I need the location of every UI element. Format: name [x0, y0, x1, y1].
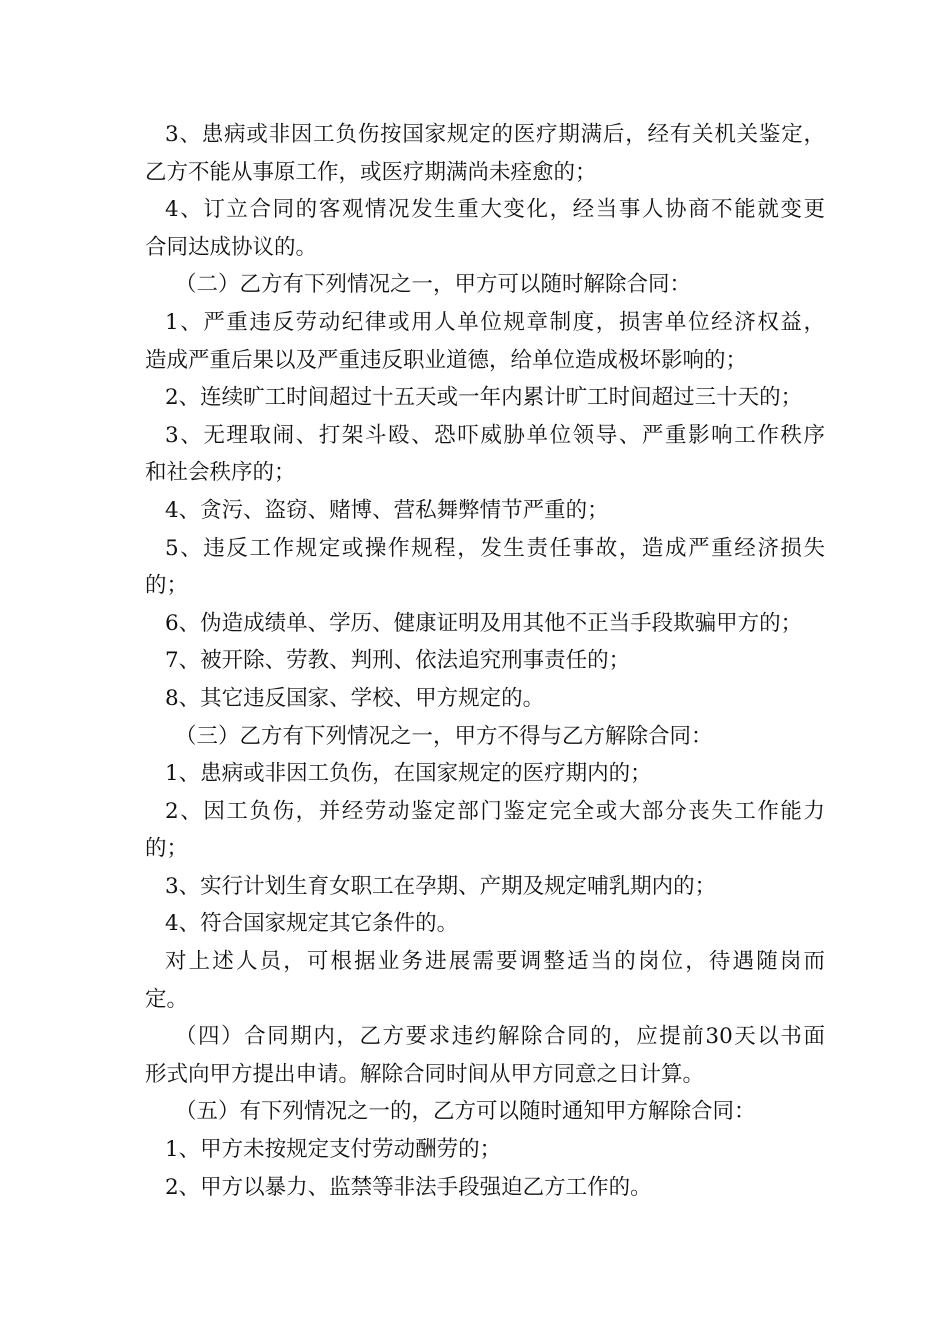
text-line: 的；: [145, 836, 189, 862]
text-line: 3、患病或非因工负伤按国家规定的医疗期满后，经有关机关鉴定，: [165, 122, 825, 147]
text-line: 和社会秩序的；: [145, 460, 296, 486]
text-line: 定。: [145, 986, 189, 1012]
text-line: 4、贪污、盗窃、赌博、营私舞弊情节严重的；: [165, 497, 609, 523]
text-line: 乙方不能从事原工作，或医疗期满尚未痊愈的；: [145, 159, 597, 185]
text-line: 造成严重后果以及严重违反职业道德，给单位造成极坏影响的；: [145, 347, 748, 373]
text-line: 1、甲方未按规定支付劳动酬劳的；: [165, 1137, 502, 1163]
text-line: 4、订立合同的客观情况发生重大变化，经当事人协商不能就变更: [165, 197, 825, 223]
text-line: 3、无理取闹、打架斗殴、恐吓威胁单位领导、严重影响工作秩序: [165, 422, 825, 448]
text-line: 1、严重违反劳动纪律或用人单位规章制度，损害单位经济权益，: [165, 309, 825, 335]
text-line: 1、患病或非因工负伤，在国家规定的医疗期内的；: [165, 761, 652, 787]
text-line: 的；: [145, 573, 189, 599]
text-line: 形式向甲方提出申请。解除合同时间从甲方同意之日计算。: [145, 1061, 705, 1087]
text-line: （二）乙方有下列情况之一，甲方可以随时解除合同：: [175, 272, 692, 298]
text-line: 对上述人员，可根据业务进展需要调整适当的岗位，待遇随岗而: [165, 949, 825, 975]
text-line: 2、连续旷工时间超过十五天或一年内累计旷工时间超过三十天的；: [165, 385, 803, 411]
text-line: （四）合同期内，乙方要求违约解除合同的，应提前30天以书面: [175, 1024, 825, 1050]
text-line: 6、伪造成绩单、学历、健康证明及用其他不正当手段欺骗甲方的；: [165, 610, 803, 636]
text-line: 7、被开除、劳教、判刑、依法追究刑事责任的；: [165, 648, 631, 674]
text-line: （三）乙方有下列情况之一，甲方不得与乙方解除合同：: [175, 723, 713, 749]
text-line: 4、符合国家规定其它条件的。: [165, 911, 459, 937]
text-line: 8、其它违反国家、学校、甲方规定的。: [165, 685, 545, 711]
text-line: 5、违反工作规定或操作规程，发生责任事故，造成严重经济损失: [165, 535, 825, 561]
document-body: [145, 116, 825, 1206]
text-line: 3、实行计划生育女职工在孕期、产期及规定哺乳期内的；: [165, 873, 717, 899]
text-line: 2、甲方以暴力、监禁等非法手段强迫乙方工作的。: [165, 1174, 652, 1200]
text-line: 合同达成协议的。: [145, 234, 318, 260]
text-line: 2、因工负伤，并经劳动鉴定部门鉴定完全或大部分丧失工作能力: [165, 798, 825, 824]
text-line: （五）有下列情况之一的，乙方可以随时通知甲方解除合同：: [175, 1099, 756, 1125]
